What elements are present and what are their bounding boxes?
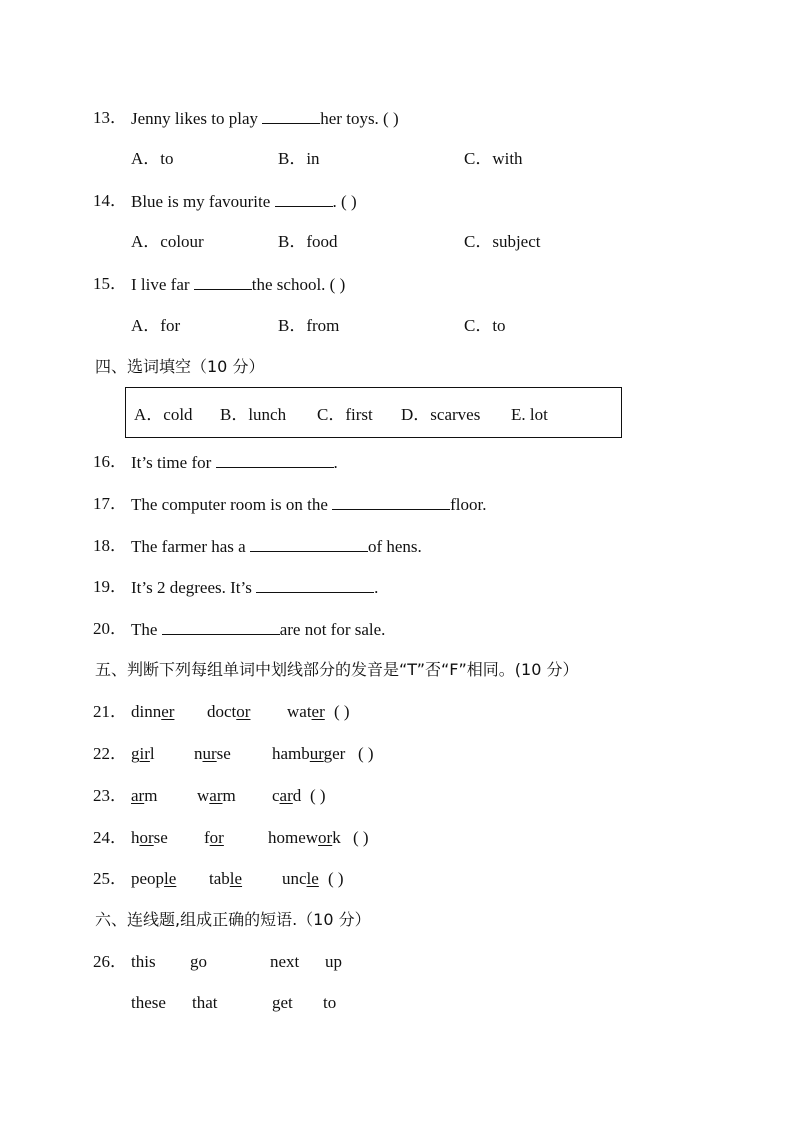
word-3: uncle (282, 869, 319, 888)
question-number: 25． (93, 869, 127, 888)
section-4-title: 四、选词填空（10 分） (95, 357, 265, 376)
question-number: 17． (93, 494, 127, 513)
question-text: It’s 2 degrees. It’s . (131, 578, 379, 597)
question-number: 22． (93, 744, 127, 763)
option-c[interactable]: C．to (464, 316, 506, 335)
section-5-title: 五、判断下列每组单词中划线部分的发音是“T”否“F”相同。(10 分） (95, 660, 579, 679)
word-3: homework (268, 828, 341, 847)
answer-blank[interactable] (162, 619, 280, 635)
question-text: Jenny likes to play her toys. ( ) (131, 109, 399, 128)
option-b[interactable]: B．food (278, 232, 338, 251)
question-number: 13． (93, 108, 127, 127)
question-text: It’s time for . (131, 453, 338, 472)
answer-blank[interactable] (194, 274, 252, 290)
option-c[interactable]: C．subject (464, 232, 541, 251)
question-number: 24． (93, 828, 127, 847)
answer-blank[interactable] (216, 452, 334, 468)
answer-blank[interactable] (332, 494, 450, 510)
question-text: The computer room is on the floor. (131, 495, 487, 514)
answer-paren[interactable]: ( ) (358, 744, 374, 763)
word-bank-item: B．lunch (220, 405, 287, 424)
word-1: horse (131, 828, 168, 847)
word-1: dinner (131, 702, 175, 721)
option-a[interactable]: A．to (131, 149, 174, 168)
answer-blank[interactable] (262, 108, 320, 124)
question-number: 26． (93, 952, 127, 971)
answer-blank[interactable] (250, 536, 368, 552)
word-bank-item: C．first (317, 405, 373, 424)
question-number: 19． (93, 577, 127, 596)
option-a[interactable]: A．for (131, 316, 181, 335)
word-1: arm (131, 786, 158, 805)
question-text: The farmer has a of hens. (131, 537, 422, 556)
answer-blank[interactable] (256, 577, 374, 593)
answer-blank[interactable] (275, 191, 333, 207)
word-3: hamburger (272, 744, 346, 763)
answer-paren[interactable]: ( ) (334, 702, 350, 721)
word-bank-item: D．scarves (401, 405, 481, 424)
match-word[interactable]: up (325, 952, 342, 971)
question-number: 14． (93, 191, 127, 210)
option-b[interactable]: B．from (278, 316, 340, 335)
answer-paren[interactable]: ( ) (353, 828, 369, 847)
question-number: 23． (93, 786, 127, 805)
word-3: card (272, 786, 302, 805)
question-number: 21． (93, 702, 127, 721)
option-a[interactable]: A．colour (131, 232, 204, 251)
match-word[interactable]: next (270, 952, 300, 971)
question-text: The are not for sale. (131, 620, 386, 639)
word-2: nurse (194, 744, 231, 763)
question-number: 16． (93, 452, 127, 471)
match-word[interactable]: get (272, 993, 293, 1012)
match-word[interactable]: this (131, 952, 156, 971)
question-number: 20． (93, 619, 127, 638)
question-text: Blue is my favourite . ( ) (131, 192, 357, 211)
word-1: girl (131, 744, 155, 763)
question-number: 18． (93, 536, 127, 555)
section-6-title: 六、连线题,组成正确的短语.（10 分） (95, 910, 371, 929)
answer-paren[interactable]: ( ) (328, 869, 344, 888)
option-b[interactable]: B．in (278, 149, 320, 168)
option-c[interactable]: C．with (464, 149, 523, 168)
question-number: 15． (93, 274, 127, 293)
word-2: warm (197, 786, 236, 805)
question-text: I live far the school. ( ) (131, 275, 346, 294)
word-2: doctor (207, 702, 251, 721)
word-bank-item: A．cold (134, 405, 193, 424)
match-word[interactable]: to (323, 993, 337, 1012)
word-3: water (287, 702, 325, 721)
word-2: table (209, 869, 243, 888)
answer-paren[interactable]: ( ) (310, 786, 326, 805)
match-word[interactable]: these (131, 993, 166, 1012)
match-word[interactable]: go (190, 952, 207, 971)
word-bank-item: E. lot (511, 405, 548, 424)
word-2: for (204, 828, 224, 847)
match-word[interactable]: that (192, 993, 218, 1012)
word-1: people (131, 869, 177, 888)
